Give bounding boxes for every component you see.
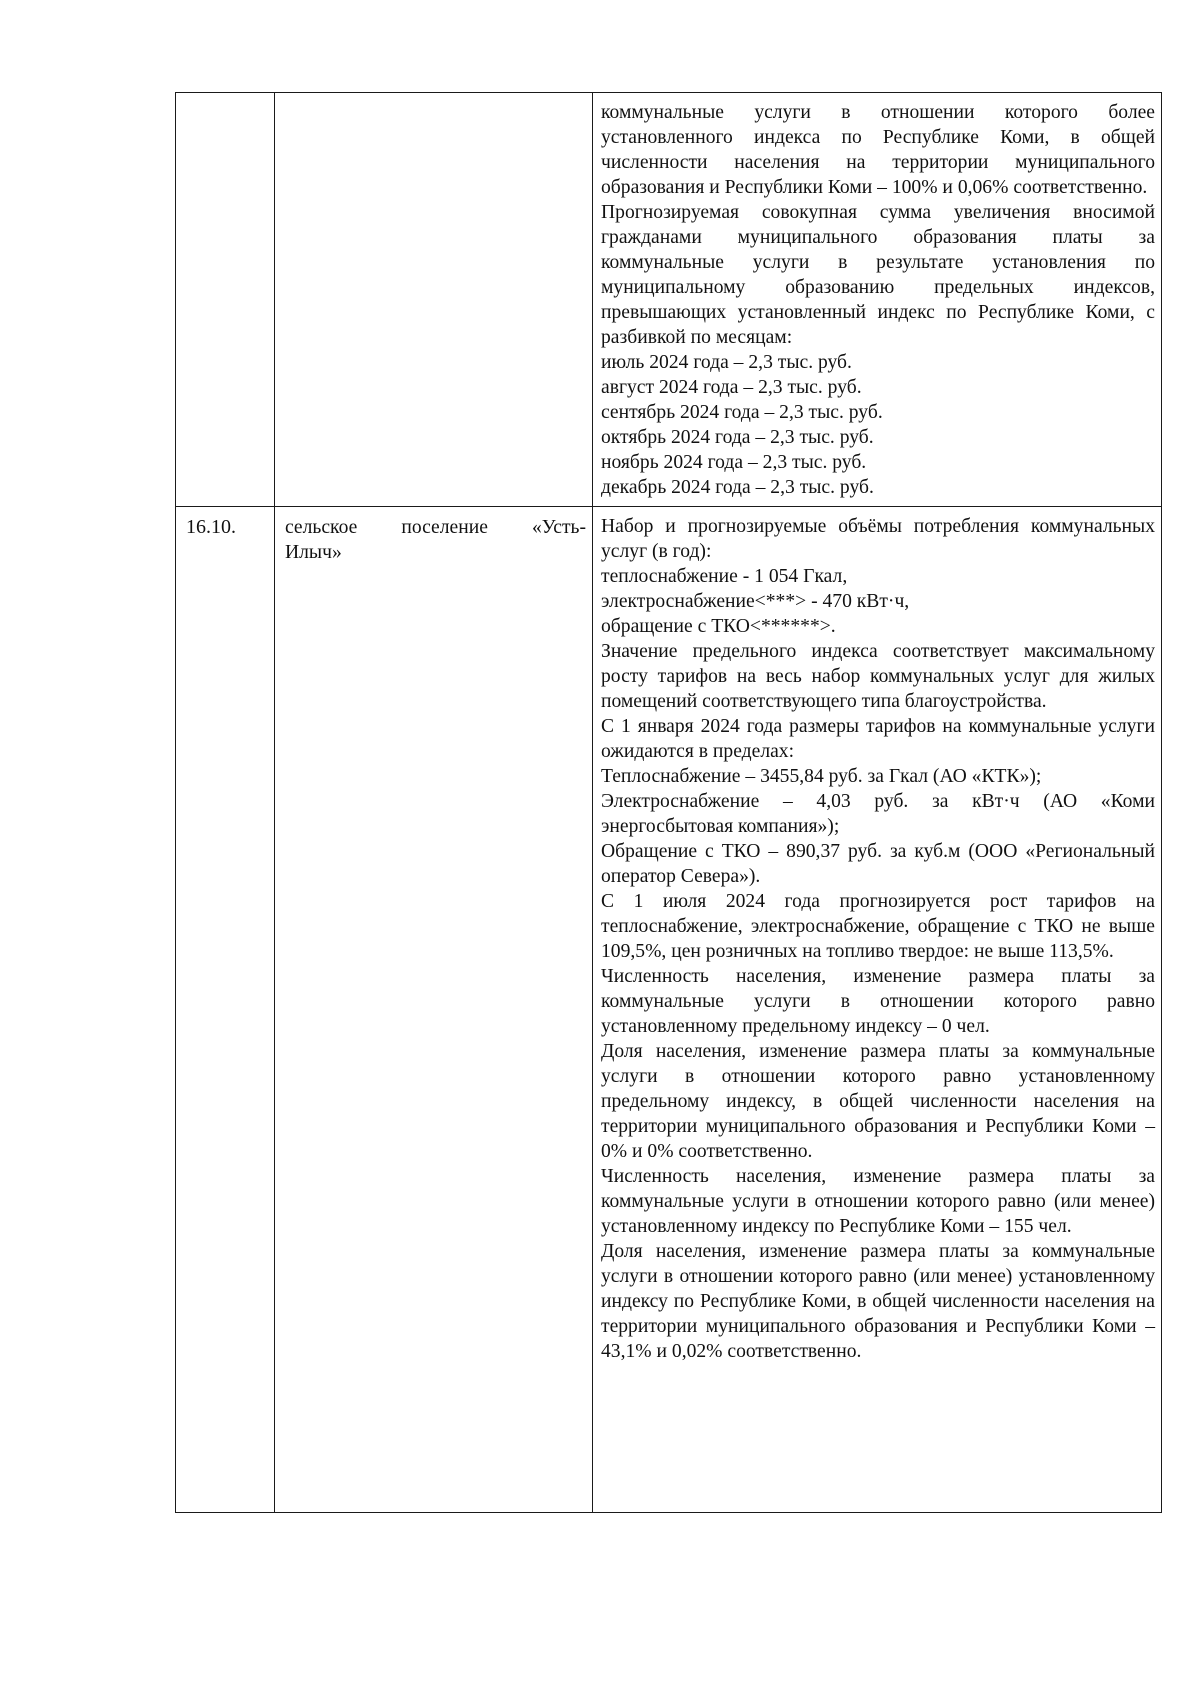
table-row-continuation bbox=[176, 93, 1162, 507]
municipality-name bbox=[275, 93, 592, 101]
description-text bbox=[593, 507, 1161, 1370]
row-number: 16.10. bbox=[186, 516, 236, 538]
row-number-cell bbox=[176, 507, 275, 1513]
paragraph: Обращение с ТКО – 890,37 руб. за куб.м (ООО «Региональный оператор Севера»). bbox=[601, 841, 1155, 887]
municipality-name-line2: Илыч» bbox=[285, 542, 342, 563]
description-cell bbox=[593, 507, 1162, 1513]
paragraph: обращение с ТКО<******>. bbox=[601, 616, 836, 637]
paragraph: Численность населения, изменение размера платы за коммунальные услуги в отношении которого равно (или менее) установленному индексу по Республике Коми – 155 чел. bbox=[601, 1166, 1155, 1237]
tariff-table bbox=[175, 92, 1162, 1513]
paragraph: ноябрь 2024 года – 2,3 тыс. руб. bbox=[601, 452, 867, 473]
paragraph: Доля населения, изменение размера платы за коммунальные услуги в отношении которого равно установленному предельному индексу, в общей численности населения на территории муниципального образования и Республики Коми – 0% и 0% соответственно. bbox=[601, 1041, 1155, 1162]
paragraph: С 1 января 2024 года размеры тарифов на коммунальные услуги ожидаются в пределах: bbox=[601, 716, 1155, 762]
paragraph: Доля населения, изменение размера платы за коммунальные услуги в отношении которого равно (или менее) установленному индексу по Республике Коми, в общей численности населения на территории муниципального образования и Республики Коми – 43,1% и 0,02% соответственно. bbox=[601, 1241, 1155, 1362]
paragraph: Теплоснабжение – 3455,84 руб. за Гкал (АО «КТК»); bbox=[601, 766, 1042, 787]
paragraph: Прогнозируемая совокупная сумма увеличения вносимой гражданами муниципального образования платы за коммунальные услуги в результате установления по муниципальному образованию предельных индексов, превышающих установленный индекс по Республике Коми, с разбивкой по месяцам: bbox=[601, 202, 1155, 348]
paragraph: октябрь 2024 года – 2,3 тыс. руб. bbox=[601, 427, 874, 448]
description-cell bbox=[593, 93, 1162, 507]
paragraph: Значение предельного индекса соответствует максимальному росту тарифов на весь набор коммунальных услуг для жилых помещений соответствующего типа благоустройства. bbox=[601, 641, 1155, 712]
description-text bbox=[593, 93, 1161, 506]
row-number bbox=[176, 93, 274, 101]
paragraph: сентябрь 2024 года – 2,3 тыс. руб. bbox=[601, 402, 883, 423]
paragraph: С 1 июля 2024 года прогнозируется рост тарифов на теплоснабжение, электроснабжение, обращение с ТКО не выше 109,5%, цен розничных на топливо твердое: не выше 113,5%. bbox=[601, 891, 1155, 962]
paragraph: июль 2024 года – 2,3 тыс. руб. bbox=[601, 352, 852, 373]
municipality-cell bbox=[275, 507, 593, 1513]
paragraph: август 2024 года – 2,3 тыс. руб. bbox=[601, 377, 862, 398]
municipality-name-line1: сельское поселение «Усть- bbox=[285, 517, 586, 538]
table-row-16-10 bbox=[176, 507, 1162, 1513]
paragraph: Набор и прогнозируемые объёмы потребления коммунальных услуг (в год): bbox=[601, 516, 1155, 562]
municipality-name bbox=[275, 507, 592, 565]
paragraph: декабрь 2024 года – 2,3 тыс. руб. bbox=[601, 477, 874, 498]
paragraph: коммунальные услуги в отношении которого более установленного индекса по Республике Коми, в общей численности населения на территории муниципального образования и Республики Коми – 100% и 0,06% соответственно. bbox=[601, 102, 1155, 198]
paragraph: теплоснабжение - 1 054 Гкал, bbox=[601, 566, 848, 587]
row-number-cell bbox=[176, 93, 275, 507]
paragraph: Численность населения, изменение размера платы за коммунальные услуги в отношении которого равно установленному предельному индексу – 0 чел. bbox=[601, 966, 1155, 1037]
municipality-cell bbox=[275, 93, 593, 507]
paragraph: Электроснабжение – 4,03 руб. за кВт·ч (АО «Коми энергосбытовая компания»); bbox=[601, 791, 1155, 837]
paragraph: электроснабжение<***> - 470 кВт·ч, bbox=[601, 591, 910, 612]
